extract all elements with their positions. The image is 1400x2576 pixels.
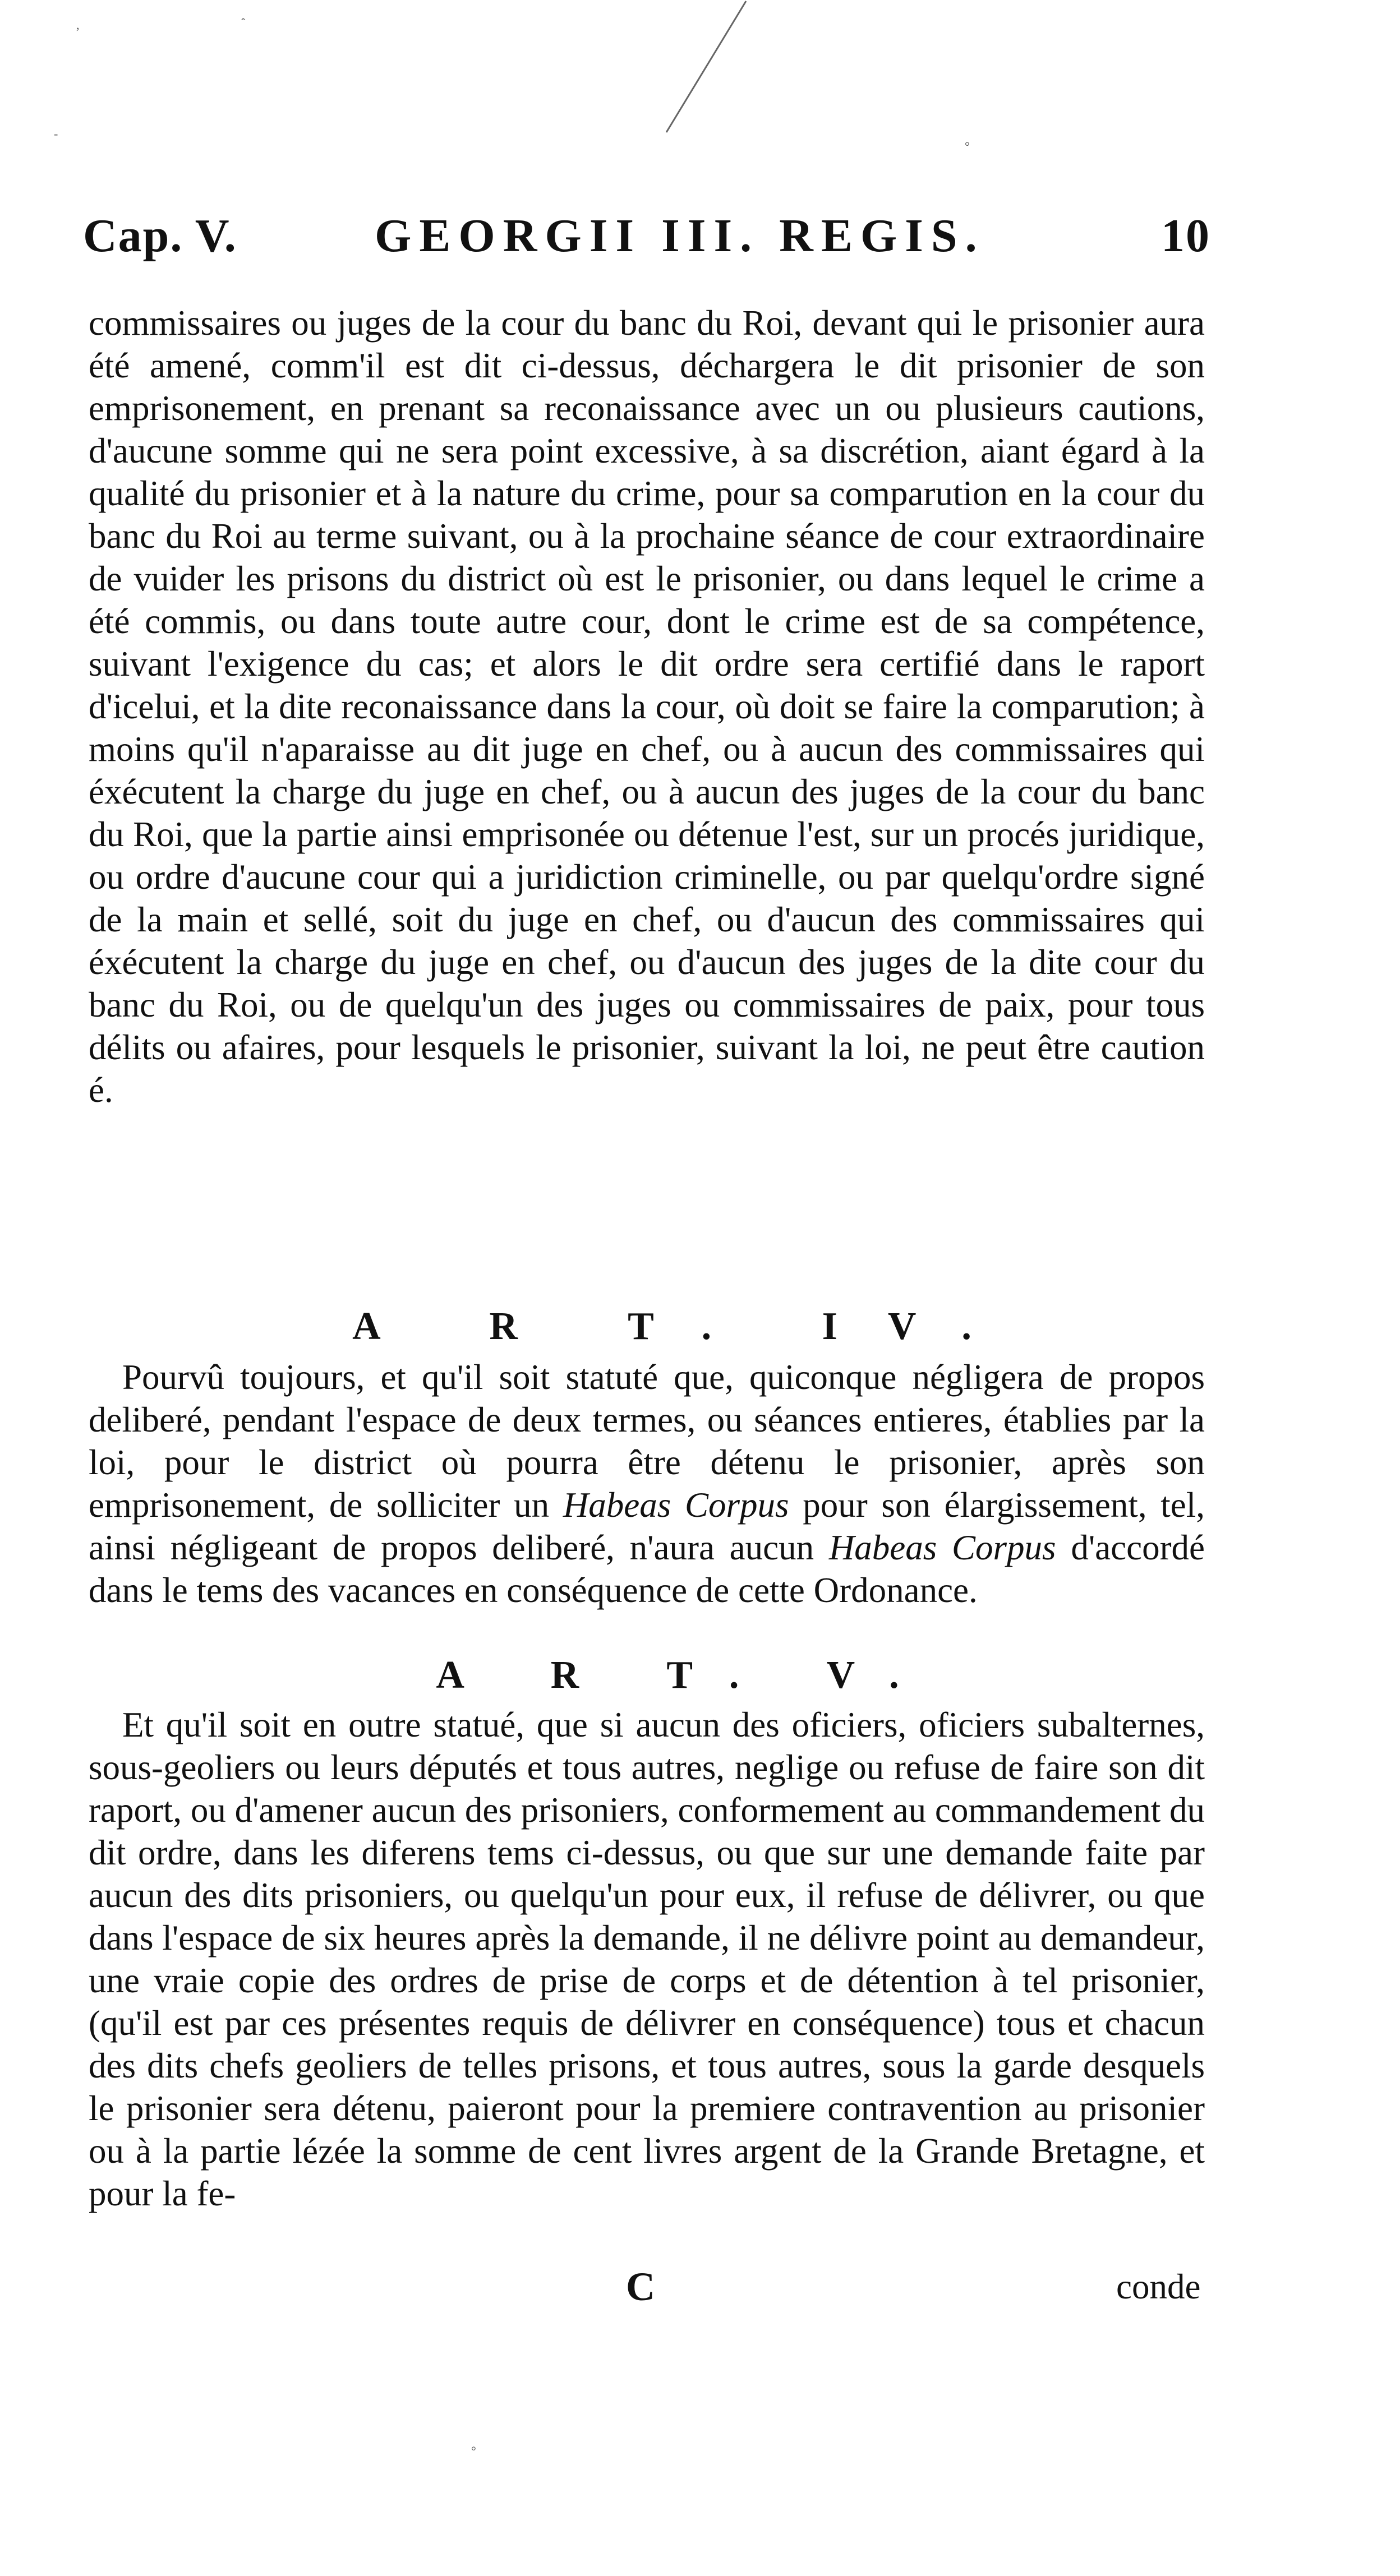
page-stroke-mark xyxy=(662,0,752,135)
habeas-corpus-italic: Habeas Corpus xyxy=(828,1528,1056,1567)
article-iv-text-1: Pourvû toujours, et qu'il soit statuté que, quiconque négligera de propos deliberé, pendant l'espace de deux termes, ou séances entieres, établies par la loi, pour le district où pourra être détenu le prisonier, après son emprisonement, de solliciter un xyxy=(89,1358,1205,1525)
running-head xyxy=(83,209,1210,276)
running-title: GEORGII III. REGIS. xyxy=(375,210,985,262)
page-number: 10 xyxy=(1161,210,1210,262)
article-iv-paragraph xyxy=(89,1356,1205,1612)
body-paragraph: commissaires ou juges de la cour du banc du Roi, devant qui le prisonier aura été amené, comm'il est dit ci-dessus, déchargera le dit prisonier de son emprisonement, en prenant sa reconaissance avec un ou plusieurs cautions, d'aucune somme qui ne sera point excessive, à sa discrétion, aiant égard à la qualité du prisonier et à la nature du crime, pour sa comparution en la cour du banc du Roi au terme suivant, ou à la prochaine séance de cour extraordinaire de vuider les prisons du district où est le prisonier, ou dans lequel le crime a été commis, ou dans toute autre cour, dont le crime est de sa compétence, suivant l'exigence du cas; et alors le dit ordre sera certifié dans le raport d'icelui, et la dite reconaissance dans la cour, où doit se faire la comparution; à moins qu'il n'aparaisse au dit juge en chef, ou à aucun des commissaires qui éxécutent la charge du juge en chef, ou à aucun des juges de la cour du banc du Roi, que la partie ainsi emprisonée ou détenue l'est, sur un procés juridique, ou ordre d'aucune cour qui a juridiction criminelle, ou par quelqu'ordre signé de la main et sellé, soit du juge en chef, ou d'aucun des commissaires qui éxécutent la charge du juge en chef, ou d'aucun des juges de la dite cour du banc du Roi, ou de quelqu'un des juges ou commissaires de paix, pour tous délits ou afaires, pour lesquels le prisonier, suivant la loi, ne peut être caution é. xyxy=(89,303,1205,1110)
signature-mark: C xyxy=(626,2264,655,2309)
article-iv-text-3: d'accordé dans le tems des vacances en conséquence de cette Ordonance. xyxy=(89,1528,1205,1610)
catchword: conde xyxy=(1116,2267,1201,2306)
speck-mark: ° xyxy=(965,139,970,153)
speck-mark: ° xyxy=(471,2444,476,2458)
article-heading-iv: A R T. IV. xyxy=(352,1305,1022,1348)
article-iv-text-2: pour son élargissement, tel, ainsi négligeant de propos deliberé, n'aura aucun xyxy=(89,1485,1205,1567)
speck-mark: ˆ xyxy=(241,16,246,30)
article-heading-v: A R T. V. xyxy=(436,1654,938,1697)
habeas-corpus-italic: Habeas Corpus xyxy=(563,1485,789,1525)
article-v-paragraph: Et qu'il soit en outre statué, que si aucun des oficiers, oficiers subalternes, sous-geoliers ou leurs députés et tous autres, neglige ou refuse de faire son dit raport, ou d'amener aucun des prisoniers, conformement au commandement du dit ordre, dans les diferens tems ci-dessus, ou que sur une demande faite par aucun des dits prisoniers, ou quelqu'un pour eux, il refuse de délivrer, ou que dans l'espace de six heures après la demande, il ne délivre point au demandeur, une vraie copie des ordres de prise de corps et de détention à tel prisonier, (qu'il est par ces présentes requis de délivrer en conséquence) tous et chacun des dits chefs geoliers de telles prisons, et tous autres, sous la garde desquels le prisonier sera détenu, paieront pour la premiere contravention au prisonier ou à la partie lézée la somme de cent livres argent de la Grande Bretagne, et pour la fe- xyxy=(89,1705,1205,2213)
speck-mark: - xyxy=(54,127,58,141)
speck-mark: , xyxy=(76,18,80,32)
chapter-label: Cap. V. xyxy=(83,210,237,262)
